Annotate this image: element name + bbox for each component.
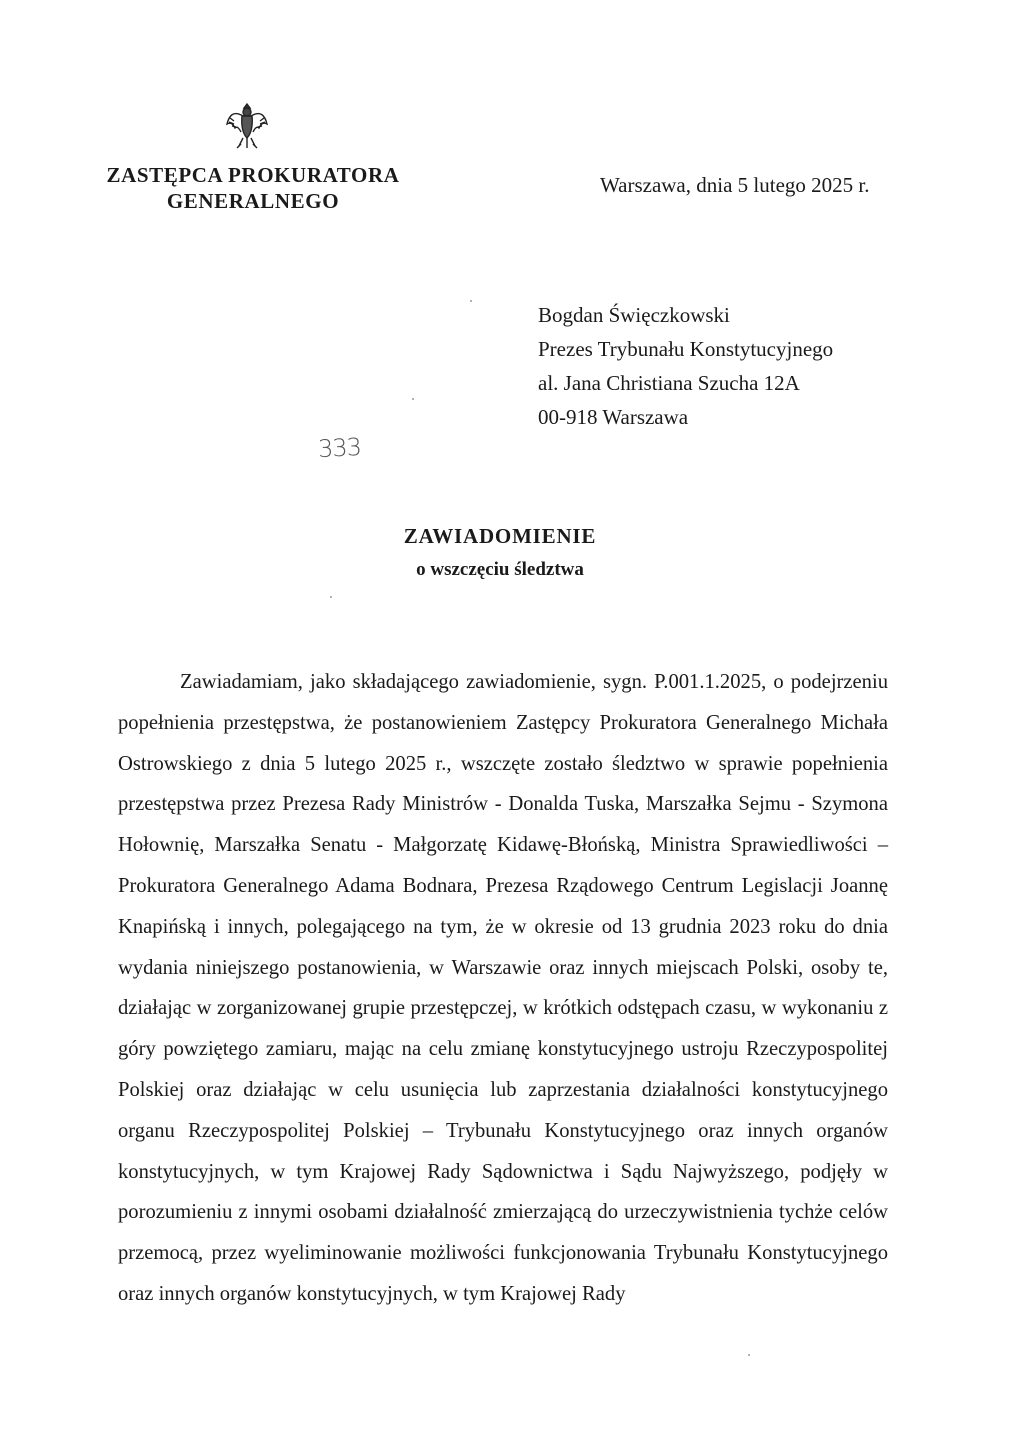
issuing-office — [88, 162, 418, 214]
document-body — [118, 662, 888, 1315]
body-paragraph: Zawiadamiam, jako składającego zawiadomienie, sygn. P.001.1.2025, o podejrzeniu popełnienia przestępstwa, że postanowieniem Zastępcy Prokuratora Generalnego Michała Ostrowskiego z dnia 5 lutego 2025 r., wszczęte zostało śledztwo w sprawie popełnienia przestępstwa przez Prezesa Rady Ministrów - Donalda Tuska, Marszałka Sejmu - Szymona Hołownię, Marszałka Senatu - Małgorzatę Kidawę-Błońską, Ministra Sprawiedliwości – Prokuratora Generalnego Adama Bodnara, Prezesa Rządowego Centrum Legislacji Joannę Knapińską i innych, polegającego na tym, że w okresie od 13 grudnia 2023 roku do dnia wydania niniejszego postanowienia, w Warszawie oraz innych miejscach Polski, osoby te, działając w zorganizowanej grupie przestępczej, w krótkich odstępach czasu, w wykonaniu z góry powziętego zamiaru, mając na celu zmianę konstytucyjnego ustroju Rzeczypospolitej Polskiej oraz działając w celu usunięcia lub zaprzestania działalności konstytucyjnego organu Rzeczypospolitej Polskiej – Trybunału Konstytucyjnego oraz innych organów konstytucyjnych, w tym Krajowej Rady Sądownictwa i Sądu Najwyższego, podjęły w porozumieniu z innymi osobami działalność zmierzającą do urzeczywistnienia tychże celów przemocą, przez wyeliminowanie możliwości funkcjonowania Trybunału Konstytucyjnego oraz innych organów konstytucyjnych, w tym Krajowej Rady — [118, 671, 888, 1305]
polish-eagle-emblem-icon — [225, 100, 269, 152]
document-heading — [300, 522, 700, 590]
office-line-2: GENERALNEGO — [166, 189, 340, 213]
recipient-title: Prezes Trybunału Konstytucyjnego — [538, 337, 834, 361]
scan-speck — [330, 596, 332, 598]
scan-speck — [470, 300, 472, 302]
scan-speck — [412, 398, 414, 400]
recipient-street: al. Jana Christiana Szucha 12A — [538, 371, 800, 395]
document-date: Warszawa, dnia 5 lutego 2025 r. — [600, 173, 870, 197]
handwritten-number: 333 — [317, 432, 362, 464]
office-line-1: ZASTĘPCA PROKURATORA — [106, 163, 400, 187]
scan-speck — [748, 1354, 750, 1356]
recipient-city: 00-918 Warszawa — [538, 405, 689, 429]
recipient-name: Bogdan Święczkowski — [538, 303, 730, 327]
document-title: ZAWIADOMIENIE — [403, 524, 597, 548]
recipient-address — [538, 298, 833, 434]
document-subtitle: o wszczęciu śledztwa — [416, 559, 584, 580]
